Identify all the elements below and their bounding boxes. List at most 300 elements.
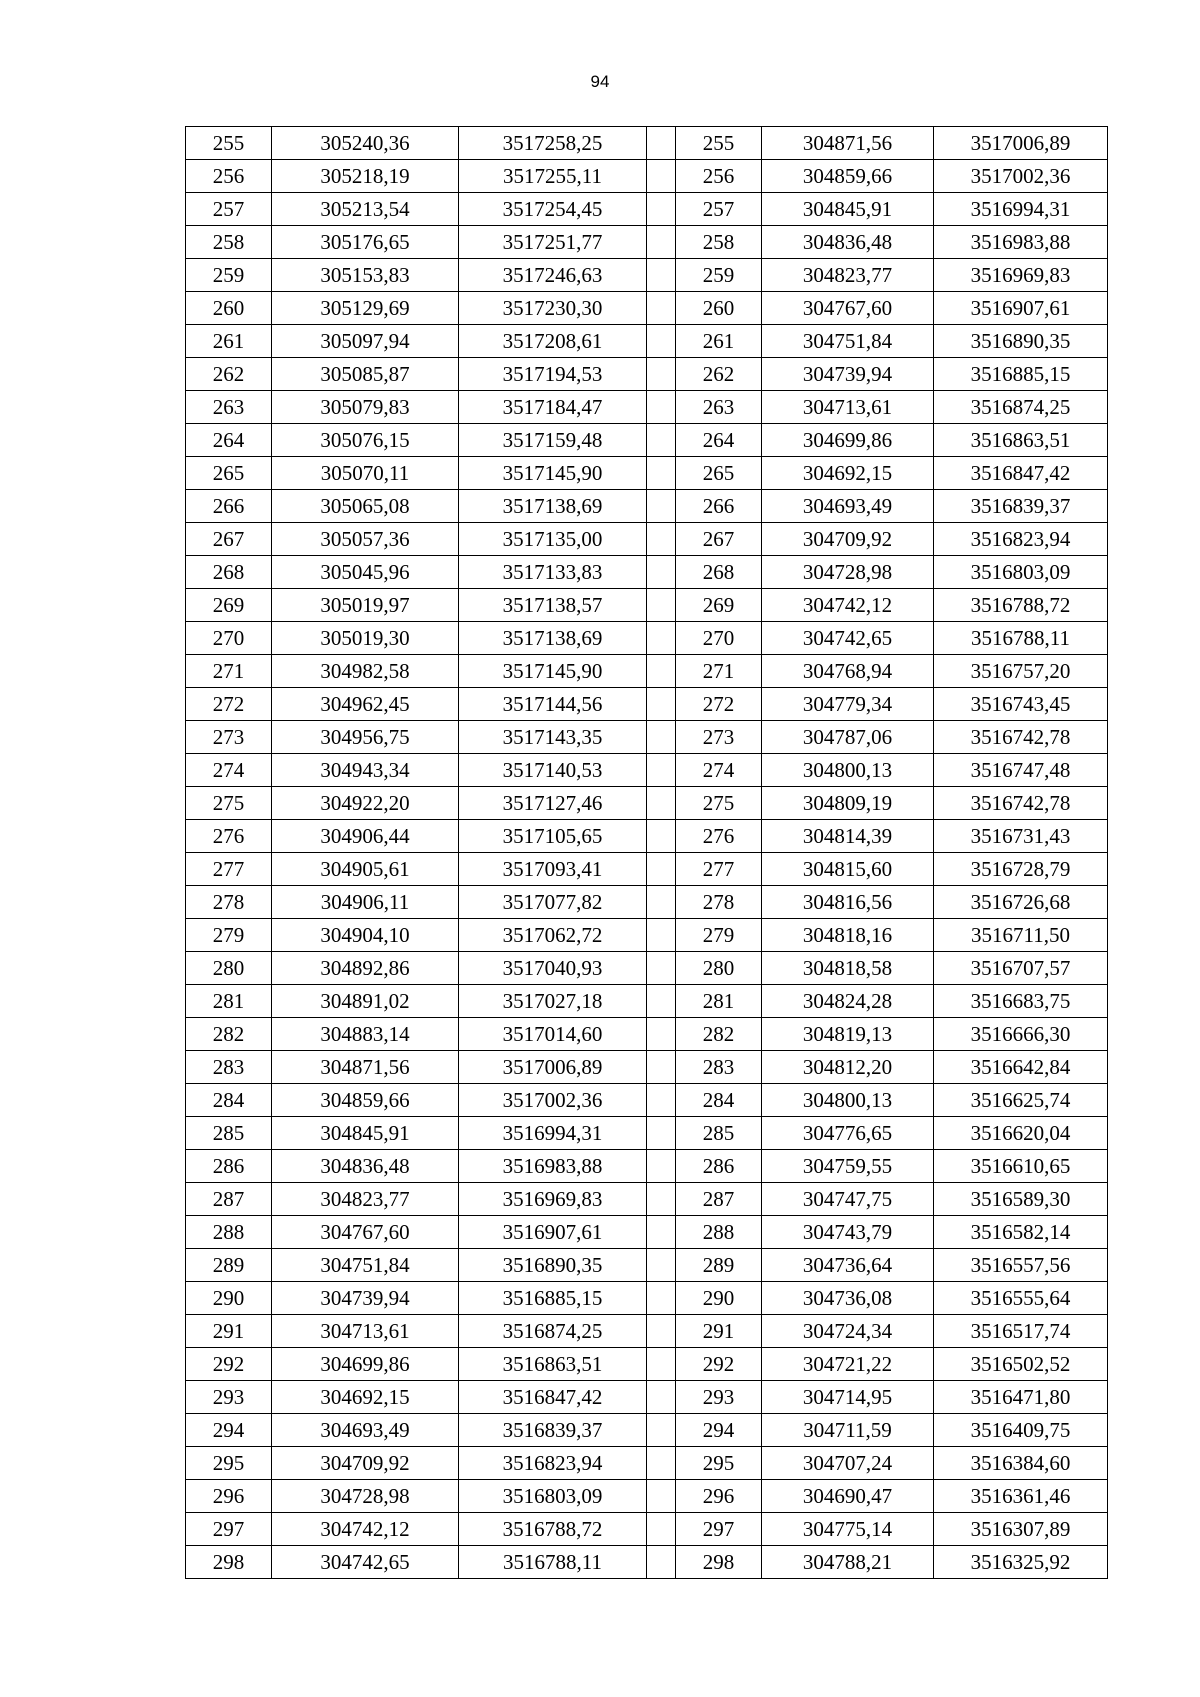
separator-cell	[647, 424, 676, 457]
table-row	[186, 1150, 1108, 1183]
left-point-number-cell: 264	[186, 424, 272, 457]
right-x-coordinate-cell: 304859,66	[762, 160, 934, 193]
left-x-coordinate-cell: 304742,12	[272, 1513, 459, 1546]
right-y-coordinate-cell: 3516517,74	[934, 1315, 1108, 1348]
right-x-coordinate-cell: 304728,98	[762, 556, 934, 589]
right-y-coordinate-cell: 3516666,30	[934, 1018, 1108, 1051]
left-y-coordinate-cell: 3516788,72	[459, 1513, 647, 1546]
left-point-number-cell: 283	[186, 1051, 272, 1084]
left-y-coordinate-cell: 3517145,90	[459, 655, 647, 688]
right-x-coordinate-cell: 304767,60	[762, 292, 934, 325]
left-point-number-cell: 286	[186, 1150, 272, 1183]
right-y-coordinate-cell: 3516823,94	[934, 523, 1108, 556]
table-row	[186, 655, 1108, 688]
separator-cell	[647, 226, 676, 259]
right-point-number-cell: 292	[676, 1348, 762, 1381]
right-y-coordinate-cell: 3516325,92	[934, 1546, 1108, 1579]
left-point-number-cell: 278	[186, 886, 272, 919]
separator-cell	[647, 853, 676, 886]
separator-cell	[647, 1447, 676, 1480]
left-y-coordinate-cell: 3517138,69	[459, 622, 647, 655]
left-point-number-cell: 274	[186, 754, 272, 787]
right-x-coordinate-cell: 304823,77	[762, 259, 934, 292]
left-point-number-cell: 269	[186, 589, 272, 622]
left-point-number-cell: 263	[186, 391, 272, 424]
table-row	[186, 556, 1108, 589]
separator-cell	[647, 1018, 676, 1051]
left-point-number-cell: 265	[186, 457, 272, 490]
table-row	[186, 952, 1108, 985]
right-y-coordinate-cell: 3516983,88	[934, 226, 1108, 259]
right-point-number-cell: 289	[676, 1249, 762, 1282]
right-y-coordinate-cell: 3516742,78	[934, 787, 1108, 820]
right-x-coordinate-cell: 304819,13	[762, 1018, 934, 1051]
right-x-coordinate-cell: 304818,16	[762, 919, 934, 952]
coordinates-table-body	[186, 127, 1108, 1579]
separator-cell	[647, 655, 676, 688]
separator-cell	[647, 985, 676, 1018]
left-y-coordinate-cell: 3517230,30	[459, 292, 647, 325]
separator-cell	[647, 589, 676, 622]
separator-cell	[647, 787, 676, 820]
left-point-number-cell: 281	[186, 985, 272, 1018]
right-x-coordinate-cell: 304871,56	[762, 127, 934, 160]
right-y-coordinate-cell: 3516994,31	[934, 193, 1108, 226]
separator-cell	[647, 1150, 676, 1183]
left-y-coordinate-cell: 3517006,89	[459, 1051, 647, 1084]
right-y-coordinate-cell: 3516757,20	[934, 655, 1108, 688]
table-row	[186, 523, 1108, 556]
left-y-coordinate-cell: 3516863,51	[459, 1348, 647, 1381]
right-x-coordinate-cell: 304742,65	[762, 622, 934, 655]
left-x-coordinate-cell: 304904,10	[272, 919, 459, 952]
right-y-coordinate-cell: 3516683,75	[934, 985, 1108, 1018]
separator-cell	[647, 325, 676, 358]
separator-cell	[647, 1183, 676, 1216]
left-y-coordinate-cell: 3517138,69	[459, 490, 647, 523]
left-point-number-cell: 285	[186, 1117, 272, 1150]
right-y-coordinate-cell: 3516907,61	[934, 292, 1108, 325]
right-x-coordinate-cell: 304736,08	[762, 1282, 934, 1315]
left-y-coordinate-cell: 3516983,88	[459, 1150, 647, 1183]
right-point-number-cell: 280	[676, 952, 762, 985]
left-x-coordinate-cell: 305057,36	[272, 523, 459, 556]
left-point-number-cell: 266	[186, 490, 272, 523]
table-row	[186, 490, 1108, 523]
left-point-number-cell: 290	[186, 1282, 272, 1315]
right-x-coordinate-cell: 304779,34	[762, 688, 934, 721]
separator-cell	[647, 127, 676, 160]
right-y-coordinate-cell: 3516885,15	[934, 358, 1108, 391]
right-x-coordinate-cell: 304768,94	[762, 655, 934, 688]
left-point-number-cell: 273	[186, 721, 272, 754]
separator-cell	[647, 1480, 676, 1513]
left-y-coordinate-cell: 3516885,15	[459, 1282, 647, 1315]
left-point-number-cell: 289	[186, 1249, 272, 1282]
left-x-coordinate-cell: 304709,92	[272, 1447, 459, 1480]
table-row	[186, 391, 1108, 424]
table-row	[186, 1117, 1108, 1150]
right-x-coordinate-cell: 304814,39	[762, 820, 934, 853]
left-point-number-cell: 262	[186, 358, 272, 391]
right-point-number-cell: 268	[676, 556, 762, 589]
separator-cell	[647, 160, 676, 193]
left-y-coordinate-cell: 3517254,45	[459, 193, 647, 226]
separator-cell	[647, 1249, 676, 1282]
right-x-coordinate-cell: 304690,47	[762, 1480, 934, 1513]
right-point-number-cell: 286	[676, 1150, 762, 1183]
right-y-coordinate-cell: 3516728,79	[934, 853, 1108, 886]
right-point-number-cell: 256	[676, 160, 762, 193]
coordinates-table	[185, 126, 1108, 1579]
separator-cell	[647, 1546, 676, 1579]
right-y-coordinate-cell: 3516307,89	[934, 1513, 1108, 1546]
right-x-coordinate-cell: 304818,58	[762, 952, 934, 985]
separator-cell	[647, 391, 676, 424]
left-point-number-cell: 268	[186, 556, 272, 589]
left-y-coordinate-cell: 3516823,94	[459, 1447, 647, 1480]
left-point-number-cell: 267	[186, 523, 272, 556]
table-row	[186, 325, 1108, 358]
table-row	[186, 1183, 1108, 1216]
left-point-number-cell: 260	[186, 292, 272, 325]
table-row	[186, 226, 1108, 259]
left-x-coordinate-cell: 305129,69	[272, 292, 459, 325]
right-point-number-cell: 276	[676, 820, 762, 853]
right-y-coordinate-cell: 3516863,51	[934, 424, 1108, 457]
right-y-coordinate-cell: 3516847,42	[934, 457, 1108, 490]
table-row	[186, 1447, 1108, 1480]
left-x-coordinate-cell: 305076,15	[272, 424, 459, 457]
left-y-coordinate-cell: 3516890,35	[459, 1249, 647, 1282]
left-y-coordinate-cell: 3517255,11	[459, 160, 647, 193]
separator-cell	[647, 919, 676, 952]
left-x-coordinate-cell: 305045,96	[272, 556, 459, 589]
table-row	[186, 787, 1108, 820]
right-point-number-cell: 285	[676, 1117, 762, 1150]
separator-cell	[647, 1315, 676, 1348]
left-x-coordinate-cell: 304943,34	[272, 754, 459, 787]
left-x-coordinate-cell: 304692,15	[272, 1381, 459, 1414]
right-point-number-cell: 266	[676, 490, 762, 523]
left-point-number-cell: 271	[186, 655, 272, 688]
right-y-coordinate-cell: 3516557,56	[934, 1249, 1108, 1282]
table-row	[186, 457, 1108, 490]
right-point-number-cell: 293	[676, 1381, 762, 1414]
right-point-number-cell: 282	[676, 1018, 762, 1051]
table-row	[186, 127, 1108, 160]
left-y-coordinate-cell: 3516969,83	[459, 1183, 647, 1216]
left-x-coordinate-cell: 304906,44	[272, 820, 459, 853]
left-point-number-cell: 282	[186, 1018, 272, 1051]
right-x-coordinate-cell: 304809,19	[762, 787, 934, 820]
table-row	[186, 1051, 1108, 1084]
right-x-coordinate-cell: 304724,34	[762, 1315, 934, 1348]
right-point-number-cell: 294	[676, 1414, 762, 1447]
right-point-number-cell: 287	[676, 1183, 762, 1216]
right-y-coordinate-cell: 3516707,57	[934, 952, 1108, 985]
left-point-number-cell: 275	[186, 787, 272, 820]
separator-cell	[647, 556, 676, 589]
left-y-coordinate-cell: 3517105,65	[459, 820, 647, 853]
separator-cell	[647, 721, 676, 754]
left-y-coordinate-cell: 3517040,93	[459, 952, 647, 985]
page-number: 94	[590, 72, 610, 91]
right-x-coordinate-cell: 304721,22	[762, 1348, 934, 1381]
table-row	[186, 1513, 1108, 1546]
right-x-coordinate-cell: 304751,84	[762, 325, 934, 358]
left-point-number-cell: 279	[186, 919, 272, 952]
right-x-coordinate-cell: 304707,24	[762, 1447, 934, 1480]
right-point-number-cell: 277	[676, 853, 762, 886]
right-point-number-cell: 284	[676, 1084, 762, 1117]
left-x-coordinate-cell: 305065,08	[272, 490, 459, 523]
separator-cell	[647, 1282, 676, 1315]
separator-cell	[647, 523, 676, 556]
left-point-number-cell: 297	[186, 1513, 272, 1546]
left-point-number-cell: 280	[186, 952, 272, 985]
left-x-coordinate-cell: 304891,02	[272, 985, 459, 1018]
left-y-coordinate-cell: 3516994,31	[459, 1117, 647, 1150]
right-x-coordinate-cell: 304692,15	[762, 457, 934, 490]
left-x-coordinate-cell: 304823,77	[272, 1183, 459, 1216]
right-x-coordinate-cell: 304845,91	[762, 193, 934, 226]
table-row	[186, 193, 1108, 226]
right-x-coordinate-cell: 304824,28	[762, 985, 934, 1018]
left-x-coordinate-cell: 304739,94	[272, 1282, 459, 1315]
left-point-number-cell: 270	[186, 622, 272, 655]
right-x-coordinate-cell: 304736,64	[762, 1249, 934, 1282]
separator-cell	[647, 193, 676, 226]
right-point-number-cell: 257	[676, 193, 762, 226]
right-x-coordinate-cell: 304699,86	[762, 424, 934, 457]
right-y-coordinate-cell: 3516711,50	[934, 919, 1108, 952]
left-point-number-cell: 295	[186, 1447, 272, 1480]
right-point-number-cell: 267	[676, 523, 762, 556]
right-x-coordinate-cell: 304788,21	[762, 1546, 934, 1579]
right-point-number-cell: 291	[676, 1315, 762, 1348]
left-x-coordinate-cell: 305085,87	[272, 358, 459, 391]
table-row	[186, 1348, 1108, 1381]
table-row	[186, 1282, 1108, 1315]
left-y-coordinate-cell: 3517145,90	[459, 457, 647, 490]
table-row	[186, 754, 1108, 787]
right-x-coordinate-cell: 304800,13	[762, 754, 934, 787]
separator-cell	[647, 952, 676, 985]
left-x-coordinate-cell: 305153,83	[272, 259, 459, 292]
right-point-number-cell: 278	[676, 886, 762, 919]
left-x-coordinate-cell: 304956,75	[272, 721, 459, 754]
right-y-coordinate-cell: 3516726,68	[934, 886, 1108, 919]
right-x-coordinate-cell: 304800,13	[762, 1084, 934, 1117]
left-x-coordinate-cell: 305019,97	[272, 589, 459, 622]
left-point-number-cell: 276	[186, 820, 272, 853]
left-y-coordinate-cell: 3517251,77	[459, 226, 647, 259]
right-point-number-cell: 265	[676, 457, 762, 490]
separator-cell	[647, 1513, 676, 1546]
right-point-number-cell: 295	[676, 1447, 762, 1480]
right-y-coordinate-cell: 3516731,43	[934, 820, 1108, 853]
left-x-coordinate-cell: 304883,14	[272, 1018, 459, 1051]
table-row	[186, 424, 1108, 457]
left-point-number-cell: 258	[186, 226, 272, 259]
left-point-number-cell: 291	[186, 1315, 272, 1348]
right-x-coordinate-cell: 304714,95	[762, 1381, 934, 1414]
right-y-coordinate-cell: 3516620,04	[934, 1117, 1108, 1150]
right-y-coordinate-cell: 3516742,78	[934, 721, 1108, 754]
right-point-number-cell: 262	[676, 358, 762, 391]
right-y-coordinate-cell: 3516361,46	[934, 1480, 1108, 1513]
separator-cell	[647, 1414, 676, 1447]
separator-cell	[647, 1216, 676, 1249]
right-y-coordinate-cell: 3516409,75	[934, 1414, 1108, 1447]
right-point-number-cell: 281	[676, 985, 762, 1018]
left-point-number-cell: 284	[186, 1084, 272, 1117]
right-x-coordinate-cell: 304759,55	[762, 1150, 934, 1183]
left-y-coordinate-cell: 3517093,41	[459, 853, 647, 886]
right-y-coordinate-cell: 3516582,14	[934, 1216, 1108, 1249]
left-y-coordinate-cell: 3517208,61	[459, 325, 647, 358]
right-x-coordinate-cell: 304743,79	[762, 1216, 934, 1249]
left-x-coordinate-cell: 304906,11	[272, 886, 459, 919]
right-x-coordinate-cell: 304711,59	[762, 1414, 934, 1447]
right-point-number-cell: 275	[676, 787, 762, 820]
left-x-coordinate-cell: 304742,65	[272, 1546, 459, 1579]
left-x-coordinate-cell: 304892,86	[272, 952, 459, 985]
left-point-number-cell: 257	[186, 193, 272, 226]
separator-cell	[647, 688, 676, 721]
right-x-coordinate-cell: 304739,94	[762, 358, 934, 391]
right-y-coordinate-cell: 3516747,48	[934, 754, 1108, 787]
separator-cell	[647, 1051, 676, 1084]
right-x-coordinate-cell: 304693,49	[762, 490, 934, 523]
right-x-coordinate-cell: 304776,65	[762, 1117, 934, 1150]
right-y-coordinate-cell: 3516555,64	[934, 1282, 1108, 1315]
table-row	[186, 985, 1108, 1018]
right-y-coordinate-cell: 3516625,74	[934, 1084, 1108, 1117]
left-x-coordinate-cell: 304693,49	[272, 1414, 459, 1447]
table-row	[186, 1216, 1108, 1249]
right-point-number-cell: 297	[676, 1513, 762, 1546]
left-point-number-cell: 255	[186, 127, 272, 160]
right-x-coordinate-cell: 304775,14	[762, 1513, 934, 1546]
right-point-number-cell: 288	[676, 1216, 762, 1249]
table-row	[186, 160, 1108, 193]
table-row	[186, 358, 1108, 391]
left-x-coordinate-cell: 304859,66	[272, 1084, 459, 1117]
left-point-number-cell: 277	[186, 853, 272, 886]
left-x-coordinate-cell: 304728,98	[272, 1480, 459, 1513]
right-x-coordinate-cell: 304709,92	[762, 523, 934, 556]
left-y-coordinate-cell: 3517002,36	[459, 1084, 647, 1117]
right-y-coordinate-cell: 3517006,89	[934, 127, 1108, 160]
separator-cell	[647, 490, 676, 523]
right-y-coordinate-cell: 3516969,83	[934, 259, 1108, 292]
left-y-coordinate-cell: 3517144,56	[459, 688, 647, 721]
right-x-coordinate-cell: 304742,12	[762, 589, 934, 622]
right-point-number-cell: 258	[676, 226, 762, 259]
separator-cell	[647, 622, 676, 655]
right-y-coordinate-cell: 3517002,36	[934, 160, 1108, 193]
left-point-number-cell: 288	[186, 1216, 272, 1249]
right-y-coordinate-cell: 3516839,37	[934, 490, 1108, 523]
separator-cell	[647, 1117, 676, 1150]
table-row	[186, 853, 1108, 886]
left-y-coordinate-cell: 3517194,53	[459, 358, 647, 391]
right-point-number-cell: 296	[676, 1480, 762, 1513]
right-x-coordinate-cell: 304747,75	[762, 1183, 934, 1216]
left-y-coordinate-cell: 3517027,18	[459, 985, 647, 1018]
right-y-coordinate-cell: 3516788,11	[934, 622, 1108, 655]
table-row	[186, 1315, 1108, 1348]
left-y-coordinate-cell: 3516788,11	[459, 1546, 647, 1579]
left-x-coordinate-cell: 305070,11	[272, 457, 459, 490]
separator-cell	[647, 1084, 676, 1117]
right-point-number-cell: 269	[676, 589, 762, 622]
right-y-coordinate-cell: 3516589,30	[934, 1183, 1108, 1216]
separator-cell	[647, 292, 676, 325]
right-y-coordinate-cell: 3516788,72	[934, 589, 1108, 622]
left-x-coordinate-cell: 304767,60	[272, 1216, 459, 1249]
left-x-coordinate-cell: 304713,61	[272, 1315, 459, 1348]
right-point-number-cell: 298	[676, 1546, 762, 1579]
left-x-coordinate-cell: 305019,30	[272, 622, 459, 655]
left-y-coordinate-cell: 3517143,35	[459, 721, 647, 754]
table-row	[186, 259, 1108, 292]
separator-cell	[647, 886, 676, 919]
left-point-number-cell: 256	[186, 160, 272, 193]
right-x-coordinate-cell: 304812,20	[762, 1051, 934, 1084]
left-x-coordinate-cell: 305240,36	[272, 127, 459, 160]
right-x-coordinate-cell: 304836,48	[762, 226, 934, 259]
left-x-coordinate-cell: 305079,83	[272, 391, 459, 424]
table-row	[186, 1546, 1108, 1579]
right-y-coordinate-cell: 3516803,09	[934, 556, 1108, 589]
right-point-number-cell: 273	[676, 721, 762, 754]
table-row	[186, 589, 1108, 622]
right-point-number-cell: 263	[676, 391, 762, 424]
left-y-coordinate-cell: 3517138,57	[459, 589, 647, 622]
left-point-number-cell: 292	[186, 1348, 272, 1381]
left-y-coordinate-cell: 3517258,25	[459, 127, 647, 160]
left-y-coordinate-cell: 3517127,46	[459, 787, 647, 820]
left-y-coordinate-cell: 3517062,72	[459, 919, 647, 952]
left-y-coordinate-cell: 3517159,48	[459, 424, 647, 457]
left-x-coordinate-cell: 304922,20	[272, 787, 459, 820]
separator-cell	[647, 820, 676, 853]
table-row	[186, 1381, 1108, 1414]
left-point-number-cell: 259	[186, 259, 272, 292]
table-row	[186, 1480, 1108, 1513]
left-x-coordinate-cell: 304699,86	[272, 1348, 459, 1381]
right-y-coordinate-cell: 3516642,84	[934, 1051, 1108, 1084]
table-row	[186, 820, 1108, 853]
left-point-number-cell: 261	[186, 325, 272, 358]
right-point-number-cell: 274	[676, 754, 762, 787]
separator-cell	[647, 358, 676, 391]
right-point-number-cell: 279	[676, 919, 762, 952]
right-y-coordinate-cell: 3516384,60	[934, 1447, 1108, 1480]
right-y-coordinate-cell: 3516890,35	[934, 325, 1108, 358]
right-y-coordinate-cell: 3516502,52	[934, 1348, 1108, 1381]
left-x-coordinate-cell: 305097,94	[272, 325, 459, 358]
left-x-coordinate-cell: 304905,61	[272, 853, 459, 886]
left-point-number-cell: 293	[186, 1381, 272, 1414]
table-row	[186, 1084, 1108, 1117]
left-y-coordinate-cell: 3517184,47	[459, 391, 647, 424]
left-x-coordinate-cell: 305213,54	[272, 193, 459, 226]
separator-cell	[647, 754, 676, 787]
